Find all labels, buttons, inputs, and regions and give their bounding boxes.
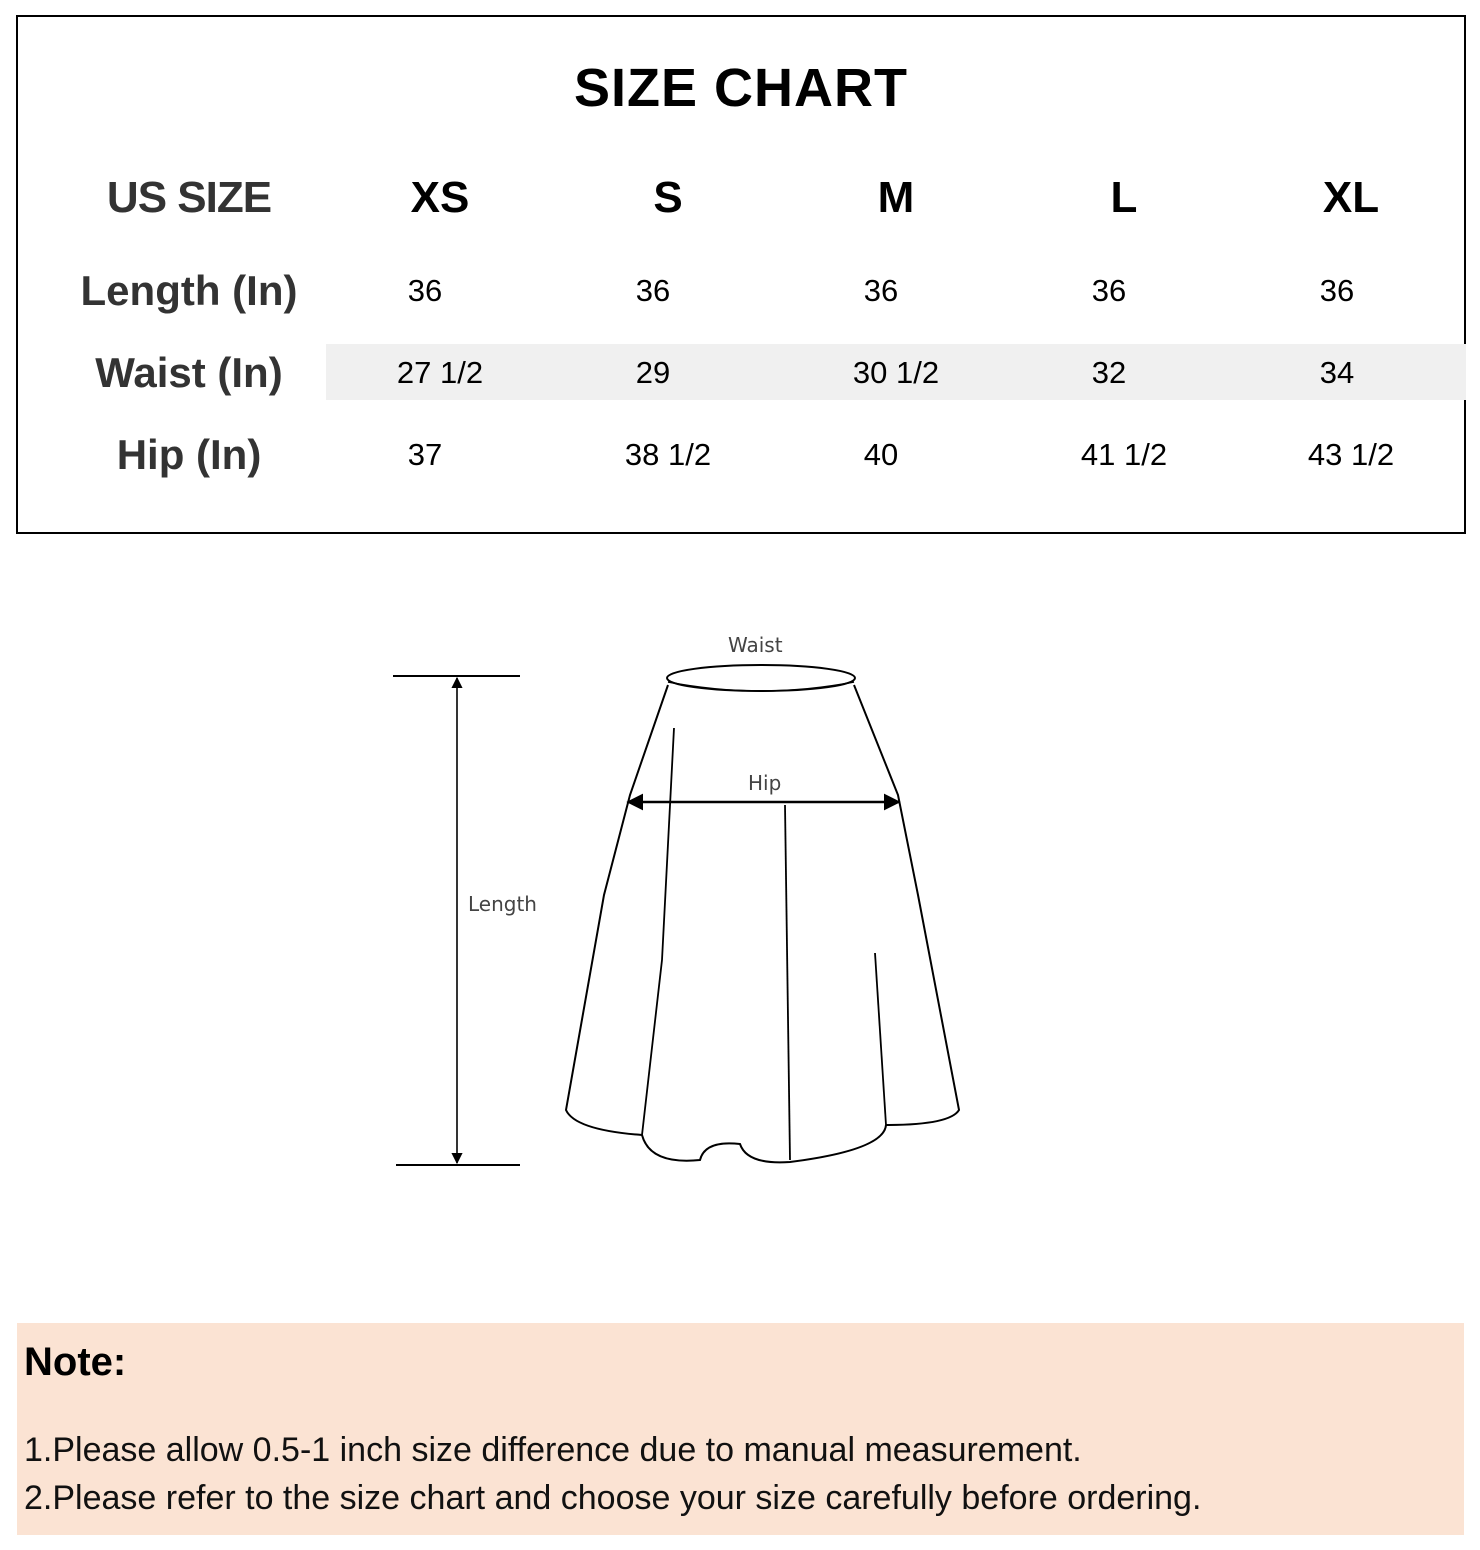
chart-title: SIZE CHART [574, 58, 908, 118]
note-line-1: 1.Please allow 0.5-1 inch size difference due to manual measurement. [24, 1431, 1082, 1469]
note-box [17, 1323, 1464, 1535]
hip-xs-cell: 37 [407, 437, 443, 472]
waist-label: Waist [728, 633, 783, 657]
note-line-2: 2.Please refer to the size chart and choose your size carefully before ordering. [24, 1479, 1202, 1517]
hip-row-label: Hip (In) [116, 431, 262, 478]
length-xl-cell: 36 [1319, 273, 1355, 308]
hip-s-cell: 38 1/2 [624, 437, 712, 472]
hip-m-cell: 40 [863, 437, 899, 472]
waist-xs-cell: 27 1/2 [396, 355, 484, 390]
size-header-xl: XL [1322, 173, 1380, 222]
skirt-outline [566, 685, 959, 1162]
length-l-cell: 36 [1091, 273, 1127, 308]
hip-label: Hip [748, 771, 782, 795]
length-measure-line [393, 676, 520, 1165]
waist-l-cell: 32 [1091, 355, 1127, 390]
waist-s-cell: 29 [635, 355, 671, 390]
hip-xl-cell: 43 1/2 [1307, 437, 1395, 472]
hip-l-cell: 41 1/2 [1080, 437, 1168, 472]
length-label: Length [468, 892, 537, 916]
size-header-xs: XS [410, 173, 470, 222]
waist-xl-cell: 34 [1319, 355, 1355, 390]
size-header-m: M [877, 173, 915, 222]
length-row-label: Length (In) [80, 267, 298, 314]
note-title: Note: [24, 1340, 127, 1384]
size-chart-table [16, 15, 1466, 534]
waist-row-label: Waist (In) [95, 349, 283, 396]
waist-m-cell: 30 1/2 [852, 355, 940, 390]
size-header-s: S [653, 173, 683, 222]
length-s-cell: 36 [635, 273, 671, 308]
length-xs-cell: 36 [407, 273, 443, 308]
skirt-waistband [667, 665, 855, 691]
size-header-l: L [1110, 173, 1138, 222]
us-size-header: US SIZE [106, 173, 272, 222]
length-m-cell: 36 [863, 273, 899, 308]
